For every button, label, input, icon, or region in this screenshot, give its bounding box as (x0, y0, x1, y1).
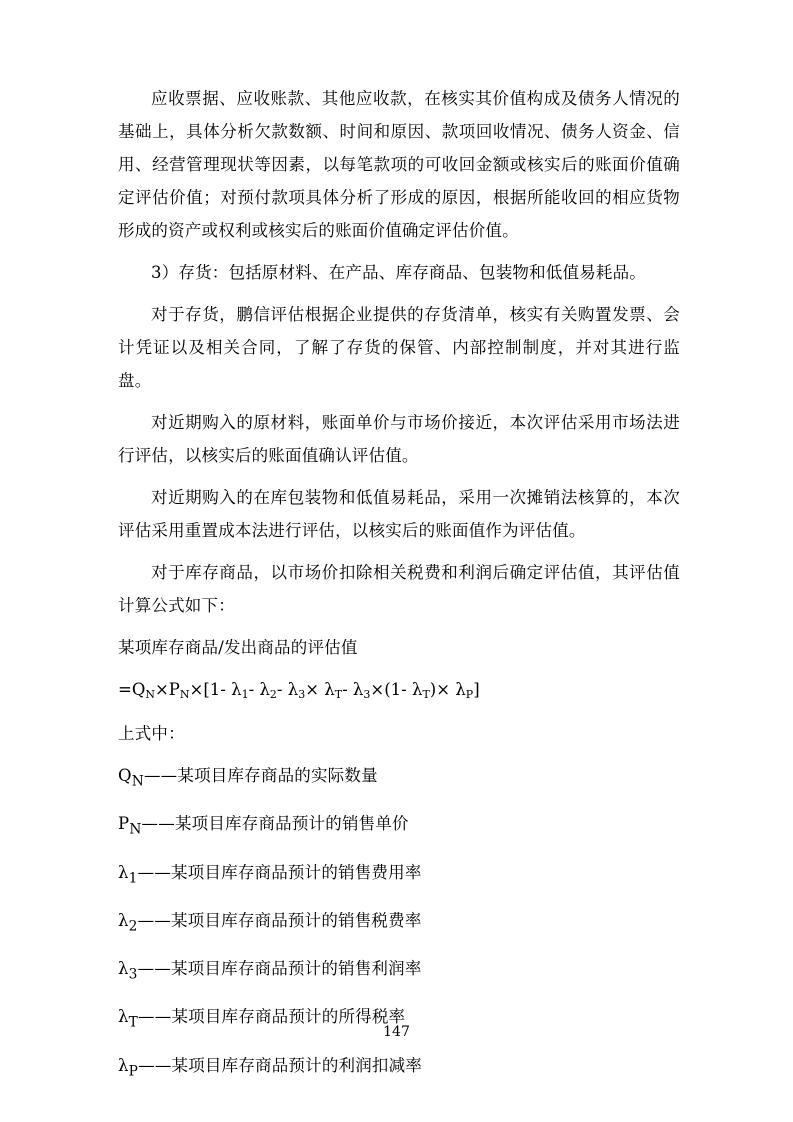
legend-item-lambdap (118, 1049, 680, 1088)
legend-desc-qn: ——某项目库存商品的实际数量 (143, 766, 378, 785)
formula-sub-3b: 3 (363, 688, 371, 701)
paragraph-inventory-verification: 对于存货，鹏信评估根据企业提供的存货清单，核实有关购置发票、会计凭证以及相关合同，了解了存货的保管、内部控制制度，并对其进行监盘。 (118, 305, 680, 390)
legend-sub-lambda2: 2 (128, 918, 138, 935)
legend-sub-pn: N (129, 821, 142, 838)
page-number: 147 (383, 1024, 410, 1040)
formula-lambda-p: λ (455, 680, 466, 699)
legend-desc-lambda2: ——某项目库存商品预计的销售税费率 (137, 910, 422, 930)
legend-heading: 上式中： (118, 724, 185, 743)
legend-desc-lambdap: ——某项目库存商品预计的利润扣减率 (138, 1055, 423, 1075)
formula-bracket-close: ] (473, 680, 480, 699)
legend-sub-lambda1: 1 (128, 869, 138, 886)
formula-minus-3: - (342, 680, 353, 699)
legend-desc-lambda3: ——某项目库存商品预计的销售利润率 (137, 959, 422, 979)
formula-sub-qn: N (145, 688, 155, 701)
legend-sub-lambdap: P (128, 1063, 139, 1080)
legend-symbol-lambdat: λ (118, 1007, 129, 1027)
paragraph-receivables: 应收票据、应收账款、其他应收款，在核实其价值构成及债务人情况的基础上，具体分析欠款数额、时间和原因、款项回收情况、债务人资金、信用、经营管理现状等因素，以每笔款项的可收回金额或核实后的账面价值确定评估价值；对预付款项具体分析了形成的原因，根据所能收回的相应货物形成的资产或权利或核实后的账面价值确定评估价值。 (118, 89, 680, 240)
valuation-formula (118, 673, 680, 708)
legend-symbol-pn: P (118, 814, 130, 834)
formula-group-close: )× (429, 680, 456, 699)
page-content (118, 82, 680, 1097)
formula-minus-1: - (248, 680, 260, 699)
legend-sub-lambda3: 3 (128, 966, 138, 983)
formula-sub-p: P (465, 688, 474, 701)
formula-lambda-2: λ (259, 680, 270, 699)
formula-lambda-3a: λ (287, 680, 299, 699)
legend-desc-pn: ——某项目库存商品预计的销售单价 (141, 814, 409, 834)
legend-item-qn (118, 759, 680, 798)
legend-symbol-lambdap: λ (118, 1055, 129, 1075)
formula-sub-3a: 3 (298, 688, 306, 701)
formula-times-pn: ×P (154, 680, 180, 699)
legend-item-lambda1 (118, 856, 680, 895)
formula-group-open: ×(1- (370, 680, 412, 699)
formula-sub-tb: T (422, 688, 430, 701)
formula-sub-1: 1 (241, 688, 249, 701)
formula-sub-2: 2 (269, 688, 277, 701)
legend-item-lambda3 (118, 952, 680, 991)
legend-desc-lambda1: ——某项目库存商品预计的销售费用率 (137, 862, 422, 882)
formula-minus-2: - (276, 680, 288, 699)
paragraph-formula-title: 某项库存商品/发出商品的评估值 (118, 638, 358, 657)
formula-lambda-3b: λ (352, 680, 364, 699)
formula-prefix: =Q (118, 680, 146, 699)
formula-sub-ta: T (334, 688, 343, 701)
legend-symbol-lambda3: λ (118, 959, 129, 979)
paragraph-raw-materials: 对近期购入的原材料，账面单价与市场价接近，本次评估采用市场法进行评估，以核实后的账面值确认评估值。 (118, 413, 680, 465)
paragraph-inventory-definition: 3）存货：包括原材料、在产品、库存商品、包装物和低值易耗品。 (151, 263, 646, 282)
legend-symbol-lambda1: λ (118, 862, 129, 882)
legend-sub-qn: N (131, 773, 144, 790)
formula-bracket-open: ×[1- (189, 680, 232, 699)
formula-lambda-tb: λ (411, 680, 423, 699)
legend-sub-lambdat: T (128, 1014, 139, 1031)
paragraph-stock-goods-formula-intro: 对于库存商品，以市场价扣除相关税费和利润后确定评估值，其评估值计算公式如下： (118, 563, 680, 615)
legend-item-pn (118, 807, 680, 846)
legend-symbol-lambda2: λ (118, 910, 129, 930)
formula-sub-pn: N (179, 688, 190, 701)
formula-times-a: × (305, 680, 325, 699)
legend-item-lambda2 (118, 904, 680, 943)
formula-lambda-1: λ (231, 680, 242, 699)
legend-symbol-qn: Q (118, 766, 132, 785)
legend-desc-lambdat: ——某项目库存商品预计的所得税率 (138, 1007, 406, 1027)
formula-lambda-ta: λ (324, 680, 335, 699)
paragraph-packaging-lowvalue: 对近期购入的在库包装物和低值易耗品，采用一次摊销法核算的，本次评估采用重置成本法进行评估，以核实后的账面值作为评估值。 (118, 488, 680, 540)
